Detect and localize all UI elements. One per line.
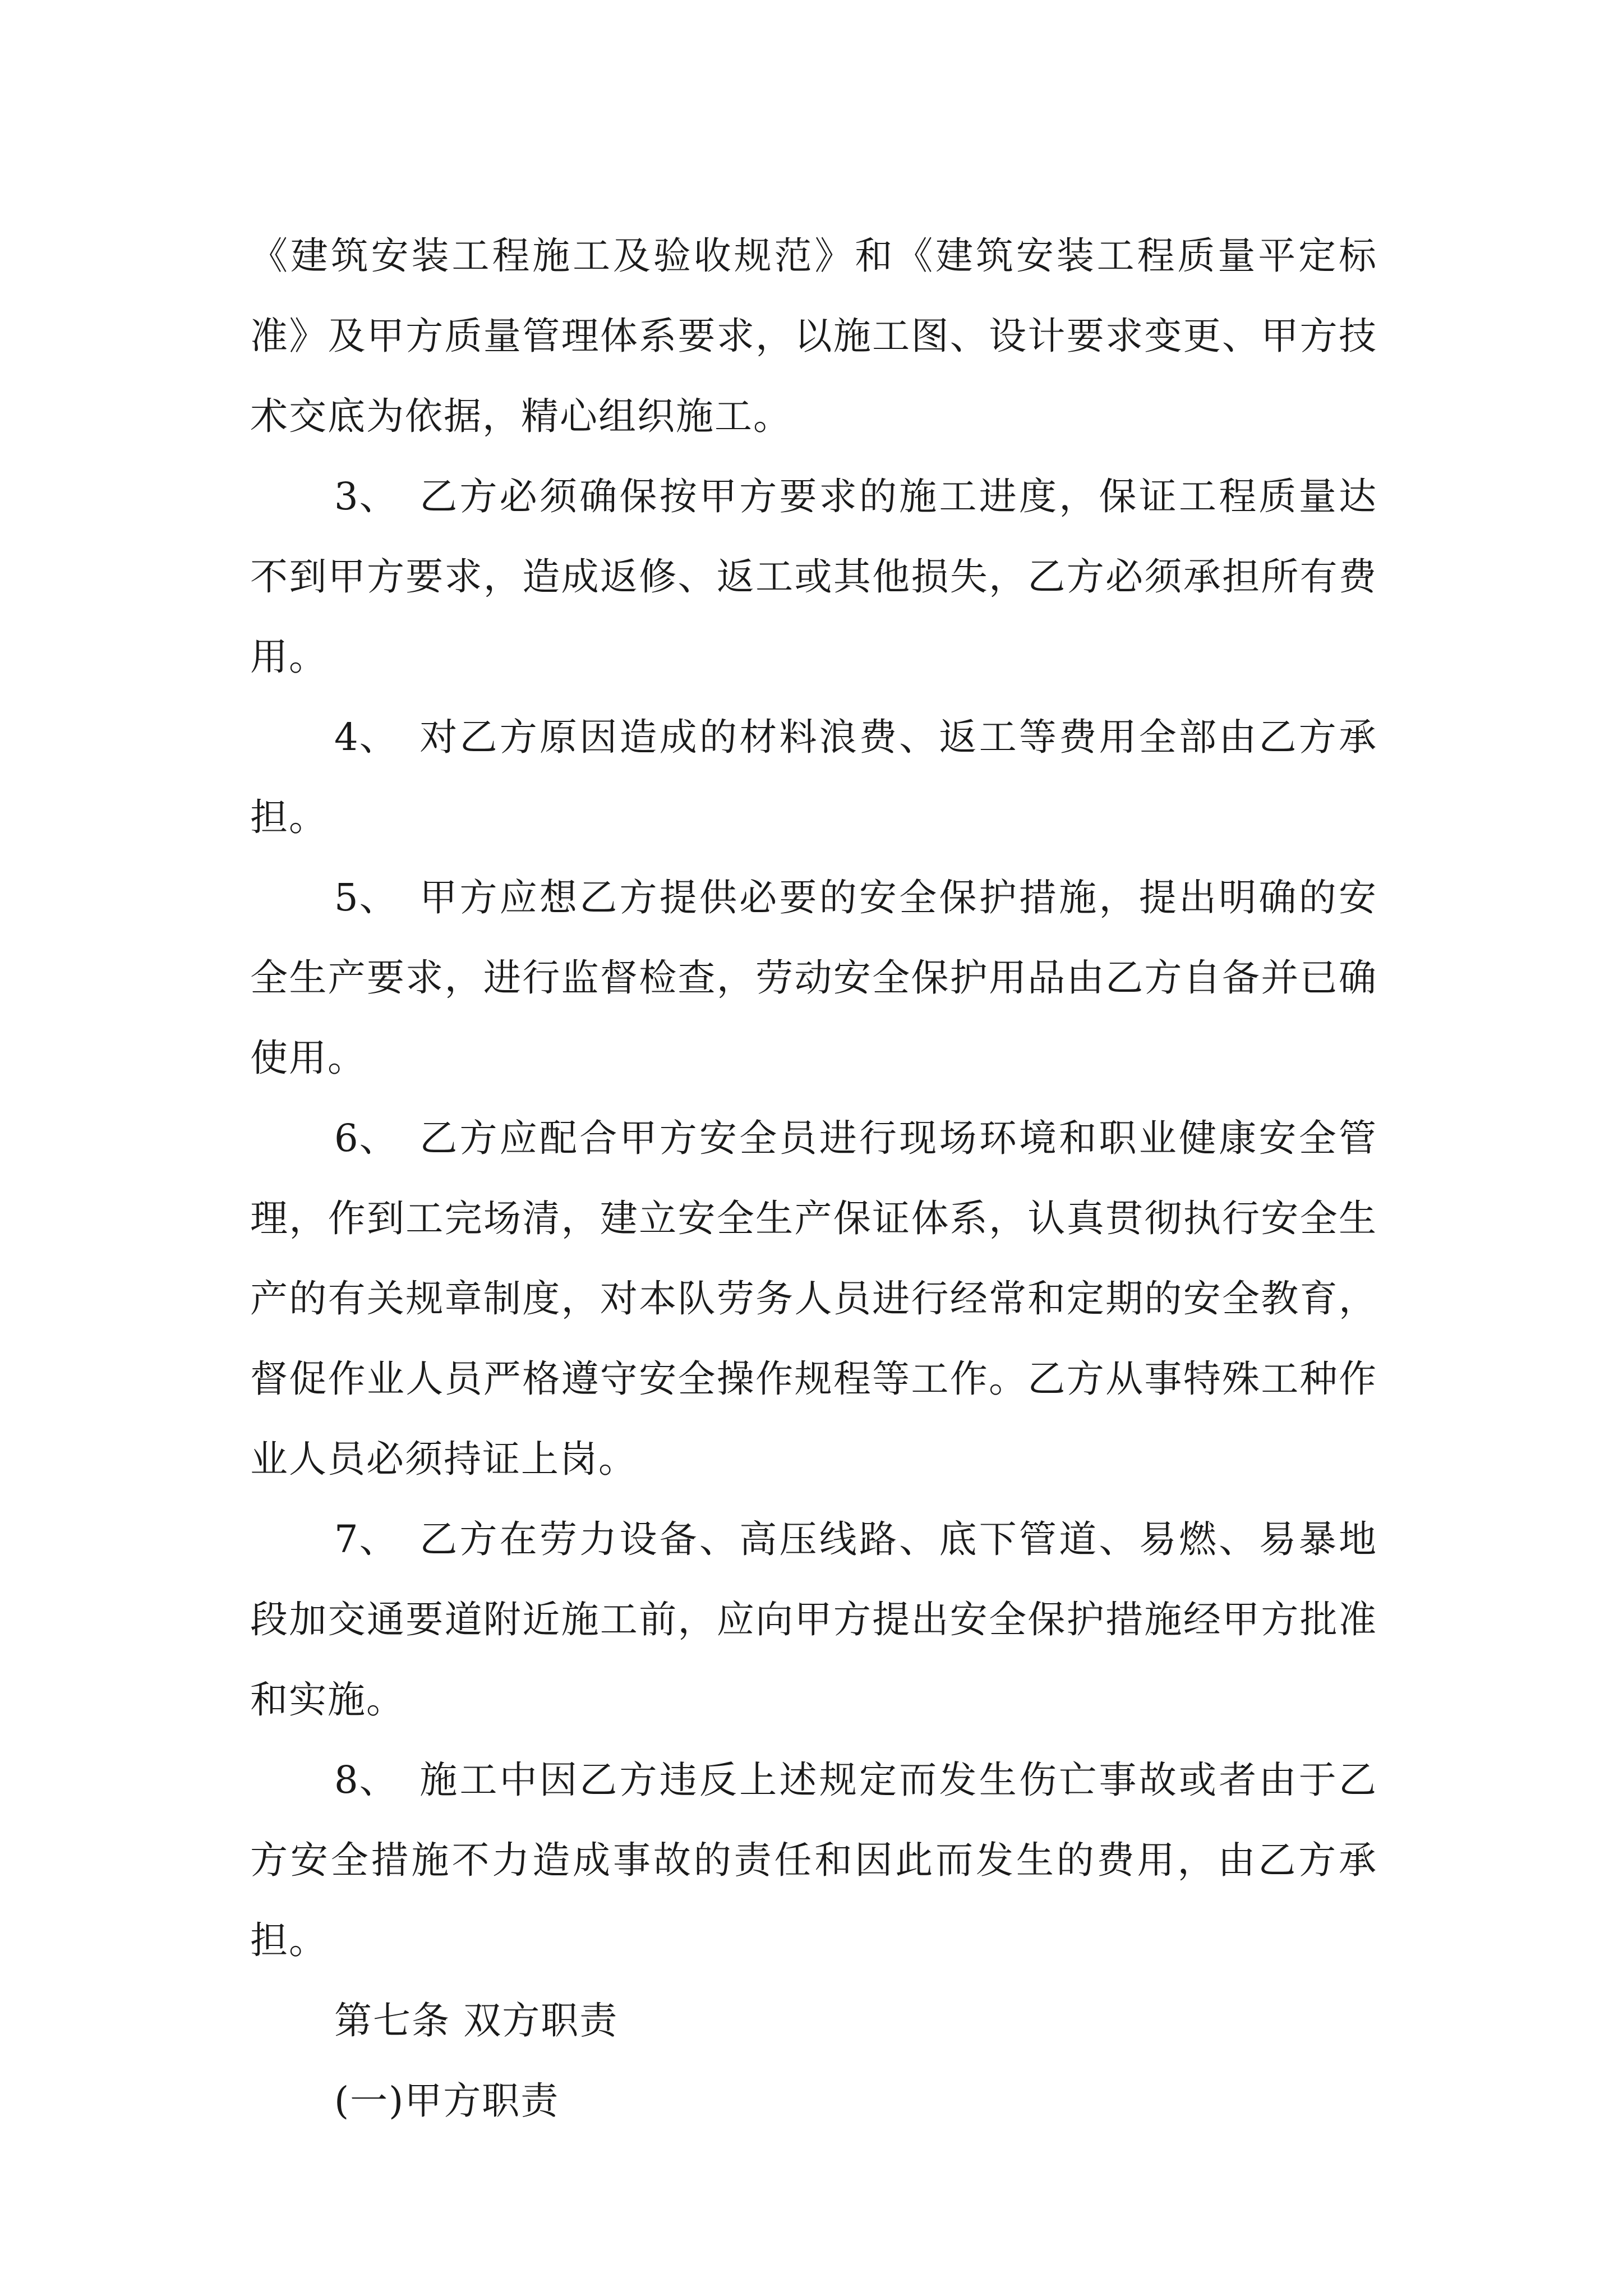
clause-5 bbox=[250, 858, 1377, 1098]
clause-text: 甲方应想乙方提供必要的安全保护措施，提出明确的安全生产要求，进行监督检查，劳动安全保护用品由乙方自备并已确使用。 bbox=[250, 876, 1377, 1080]
clause-number: 6、 bbox=[334, 1116, 398, 1160]
clause-text: 对乙方原因造成的材料浪费、返工等费用全部由乙方承担。 bbox=[250, 715, 1377, 839]
clause-text: 乙方必须确保按甲方要求的施工进度，保证工程质量达不到甲方要求，造成返修、返工或其他损失，乙方必须承担所有费用。 bbox=[250, 475, 1377, 679]
clause-text: 乙方在劳力设备、高压线路、底下管道、易燃、易暴地段加交通要道附近施工前，应向甲方提出安全保护措施经甲方批准和实施。 bbox=[250, 1517, 1377, 1722]
continuation-paragraph: 《建筑安装工程施工及验收规范》和《建筑安装工程质量平定标准》及甲方质量管理体系要求，以施工图、设计要求变更、甲方技术交底为依据，精心组织施工。 bbox=[250, 234, 1377, 438]
clause-4 bbox=[250, 697, 1377, 858]
article-heading: 第七条 双方职责 bbox=[334, 1999, 619, 2042]
clause-6 bbox=[250, 1098, 1377, 1499]
clause-7 bbox=[250, 1499, 1377, 1740]
clause-number: 8、 bbox=[334, 1758, 398, 1802]
clause-3 bbox=[250, 457, 1377, 697]
clause-number: 3、 bbox=[334, 475, 398, 518]
clause-text: 施工中因乙方违反上述规定而发生伤亡事故或者由于乙方安全措施不力造成事故的责任和因此而发生的费用，由乙方承担。 bbox=[250, 1758, 1377, 1962]
clause-number: 5、 bbox=[334, 876, 398, 919]
sub-heading: (一)甲方职责 bbox=[334, 2079, 560, 2123]
clause-8 bbox=[250, 1740, 1377, 1981]
clause-number: 4、 bbox=[334, 715, 398, 759]
document-body bbox=[250, 216, 1377, 2141]
clause-text: 乙方应配合甲方安全员进行现场环境和职业健康安全管理，作到工完场清，建立安全生产保证体系，认真贯彻执行安全生产的有关规章制度，对本队劳务人员进行经常和定期的安全教育，督促作业人员严格遵守安全操作规程等工作。乙方从事特殊工种作业人员必须持证上岗。 bbox=[250, 1116, 1377, 1481]
clause-number: 7、 bbox=[334, 1517, 398, 1561]
